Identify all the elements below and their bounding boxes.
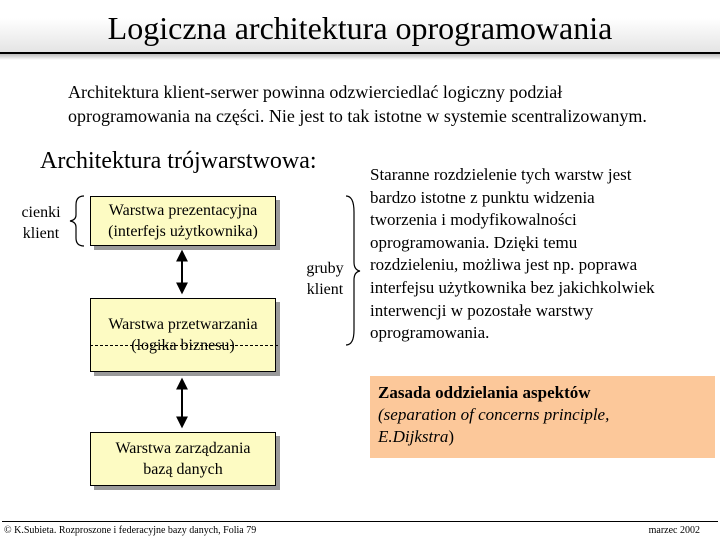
- processing-layer-line-2: (logika biznesu): [131, 337, 235, 354]
- principle-heading: Zasada oddzielania aspektów: [378, 383, 591, 402]
- client-boundary-dashed-line: [90, 345, 278, 346]
- description-line: tworzenia i modyfikowalności: [370, 210, 577, 230]
- thick-client-brace: [346, 196, 360, 345]
- slide-title: Logiczna architektura oprogramowania: [107, 10, 613, 46]
- thin-client-line-1: cienki: [21, 204, 61, 221]
- database-layer-line-1: Warstwa zarządzania: [115, 440, 251, 457]
- thick-client-line-1: gruby: [306, 260, 344, 277]
- principle-author-line: [378, 426, 713, 448]
- presentation-layer-box: [90, 196, 276, 246]
- thin-client-brace: [70, 196, 84, 246]
- database-layer-line-2: bazą danych: [143, 461, 223, 478]
- description-paragraph: [370, 164, 715, 345]
- intro-line-1: Architektura klient-serwer powinna odzwierciedlać logiczny podział: [68, 82, 563, 102]
- footer-credit: © K.Subieta. Rozproszone i federacyjne bazy danych, Folia 79: [4, 525, 257, 536]
- description-line: oprogramowania.: [370, 323, 490, 343]
- description-line: oprogramowania. Dzięki temu: [370, 232, 578, 252]
- description-line: interfejsu użytkownika bez jakichkolwiek: [370, 277, 655, 297]
- footer-date: marzec 2002: [648, 525, 700, 536]
- principle-english-name: (separation of concerns principle,: [378, 405, 610, 424]
- intro-line-2: oprogramowania na części. Nie jest to tak istotne w systemie scentralizowanym.: [68, 106, 647, 126]
- principle-closing-paren: ): [448, 427, 455, 446]
- processing-layer-box: [90, 298, 276, 372]
- principle-author: E.Dijkstra: [378, 427, 449, 446]
- description-line: Staranne rozdzielenie tych warstw jest: [370, 165, 632, 184]
- thick-client-line-2: klient: [306, 281, 344, 298]
- processing-layer-line-1: Warstwa przetwarzania: [108, 316, 258, 333]
- footer-divider: [2, 521, 718, 522]
- description-line: rozdzieleniu, możliwa jest np. poprawa: [370, 255, 638, 275]
- presentation-layer-line-1: Warstwa prezentacyjna: [108, 202, 258, 219]
- description-line: interwencji w pozostałe warstwy: [370, 300, 594, 320]
- principle-text: [378, 382, 713, 448]
- principle-callout: [370, 376, 715, 458]
- description-line: bardzo istotne z punktu widzenia: [370, 187, 595, 207]
- thin-client-line-2: klient: [22, 225, 60, 242]
- three-tier-heading: Architektura trójwarstwowa:: [40, 148, 317, 174]
- presentation-layer-line-2: (interfejs użytkownika): [108, 223, 258, 240]
- database-layer-box: [90, 432, 276, 486]
